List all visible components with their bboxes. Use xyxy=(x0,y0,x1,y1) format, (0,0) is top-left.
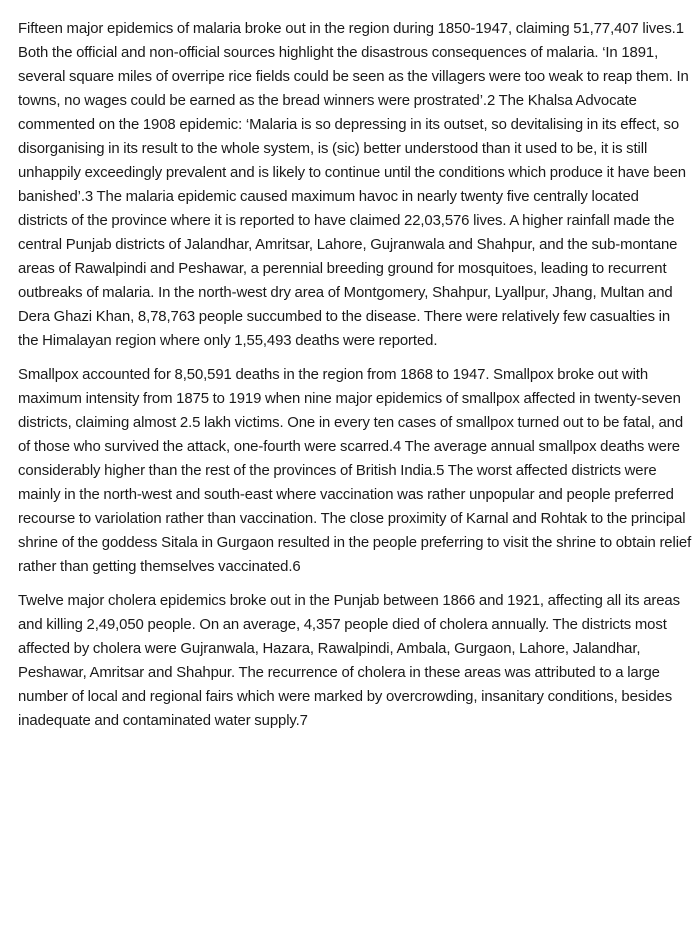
smallpox-paragraph: Smallpox accounted for 8,50,591 deaths in the region from 1868 to 1947. Smallpox broke out with maximum intensity from 1875 to 1919 when nine major epidemics of smallpox affected in twenty-seven districts, claiming almost 2.5 lakh victims. One in every ten cases of smallpox turned out to be fatal, and of those who survived the attack, one-fourth were scarred.4 The average annual smallpox deaths were considerably higher than the rest of the provinces of British India.5 The worst affected districts were mainly in the north-west and south-east where vaccination was rather unpopular and people preferred recourse to variolation rather than vaccination. The close proximity of Karnal and Rohtak to the principal shrine of the goddess Sitala in Gurgaon resulted in the people preferring to visit the shrine to obtain relief rather than getting themselves vaccinated.6 xyxy=(18,367,692,575)
malaria-paragraph: Fifteen major epidemics of malaria broke out in the region during 1850-1947, claiming 51,77,407 lives.1 Both the official and non-official sources highlight the disastrous consequences of malaria. ‘In 1891, several square miles of overripe rice fields could be seen as the villagers were too weak to reap them. In towns, no wages could be earned as the bread winners were prostrated’.2 The Khalsa Advocate commented on the 1908 epidemic: ‘Malaria is so depressing in its outset, so devitalising in its effect, so disorganising in its result to the whole system, is (sic) better understood than it used to be, it is still unhappily exceedingly prevalent and is likely to continue until the conditions which produce it have been banished’.3 The malaria epidemic caused maximum havoc in nearly twenty five centrally located districts of the province where it is reported to have claimed 22,03,576 lives. A higher rainfall made the central Punjab districts of Jalandhar, Amritsar, Lahore, Gujranwala and Shahpur, and the sub-montane areas of Rawalpindi and Peshawar, a perennial breeding ground for mosquitoes, leading to recurrent outbreaks of malaria. In the north-west dry area of Montgomery, Shahpur, Lyallpur, Jhang, Multan and Dera Ghazi Khan, 8,78,763 people succumbed to the disease. There were relatively few casualties in the Himalayan region where only 1,55,493 deaths were reported. xyxy=(18,21,689,349)
cholera-paragraph: Twelve major cholera epidemics broke out in the Punjab between 1866 and 1921, affecting all its areas and killing 2,49,050 people. On an average, 4,357 people died of cholera annually. The districts most affected by cholera were Gujranwala, Hazara, Rawalpindi, Ambala, Gurgaon, Lahore, Jalandhar, Peshawar, Amritsar and Shahpur. The recurrence of cholera in these areas was attributed to a large number of local and regional fairs which were marked by overcrowding, insanitary conditions, besides inadequate and contaminated water supply.7 xyxy=(18,593,680,729)
